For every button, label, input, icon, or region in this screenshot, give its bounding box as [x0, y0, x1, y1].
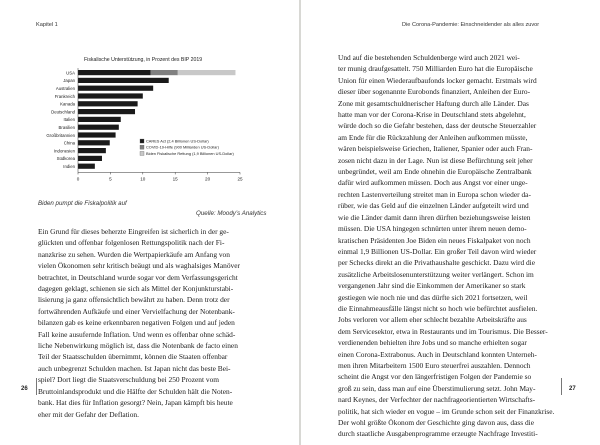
text-line: groß zu sein, dass man auf eine Überstimulierung setzt. John May- [338, 383, 536, 393]
category-label: Indonesien [53, 148, 75, 154]
text-line: glückten und offenbar folgenlosen Rettungspolitik nach der Fi- [38, 238, 225, 248]
text-line: auch unbegrenzt Schulden machen. Ist Japan nicht das beste Bei- [38, 363, 231, 373]
text-line: zosen nicht dazu in der Lage. Nun ist diese Befürchtung seit jeher [338, 155, 533, 165]
bar-0 [78, 86, 153, 91]
bar-0 [78, 117, 121, 122]
text-line: Fall keine ausufernde Inflation. Und wenn es offenbar ohne schäd- [38, 329, 236, 339]
category-label: Frankreich [54, 93, 75, 99]
category-label: China [63, 140, 75, 146]
figure-caption: Biden pumpt die Fiskalpolitik auf [38, 200, 127, 207]
text-line: zusätzliche Arbeitslosenunterstützung weiter verlängert. Schon im [338, 269, 534, 279]
text-line: dieser über sogenannte Eurobonds finanziert, Anleihen der Euro- [338, 87, 531, 97]
text-line: hatte man vor der Corona-Krise in Deutschland stets abgelehnt, [338, 110, 526, 120]
left-body-text [38, 226, 278, 420]
text-line: betrachtet, in Deutschland wurde sogar vor dem Verfassungsgericht [38, 272, 238, 282]
legend-swatch [140, 151, 144, 155]
x-tick-label: 20 [205, 176, 211, 182]
text-line: durch staatliche Ausgabenprogramme erzeugte Nachfrage Investiti- [338, 429, 538, 439]
text-line: politik, hat sich wieder en vogue – im Grunde schon seit der Finanzkrise. [338, 406, 555, 416]
bar-0 [78, 164, 95, 169]
category-label: Australien [55, 86, 75, 91]
text-line: kratischen Präsidenten Joe Biden ein neues Fiskalpaket von noch [338, 235, 531, 245]
text-line: rüber, wie das Geld auf die einzelnen Länder aufgeteilt wird und [338, 201, 529, 211]
x-tick-label: 0 [76, 176, 80, 182]
category-label: Großbritannien [46, 132, 75, 138]
category-label: Deutschland [51, 109, 75, 115]
page-number-right: 27 [569, 386, 576, 392]
x-tick-label: 25 [237, 176, 243, 182]
text-line: fortwährenden Aufkäufe und einer Vervielfachung der Notenbank- [38, 306, 235, 316]
bar-1 [151, 70, 178, 75]
text-line: lisierung ja ganz offensichtlich bewährt zu haben. Denn trotz der [38, 295, 230, 305]
right-body-text [338, 52, 578, 440]
text-line: liche Nebenwirkung möglich ist, dass die Notenbank de facto einen [38, 341, 238, 351]
text-line: Ein Grund für dieses beherzte Eingreifen ist sicherlich in der ge- [38, 227, 229, 236]
x-tick-label: 15 [172, 176, 178, 182]
text-line: würde doch so die Gefahr bestehen, dass der deutsche Steuerzahler [338, 121, 537, 131]
bar-0 [78, 140, 110, 145]
text-line: Bruttoinlandsprodukt und die Hälfte der Schulden hält die Noten- [38, 386, 233, 396]
category-label: Kanada [60, 101, 75, 107]
chart-svg [42, 52, 252, 192]
text-line: Union für einen Wiederaufbaufonds locker gemacht. Erstmals wird [338, 75, 537, 85]
text-line: bank. Hat dies für Inflation gesorgt? Nein, Japan kämpft bis heute [38, 398, 233, 408]
text-line: einen Corona-Extrabonus. Auch in Deutschland konnten Unterneh- [338, 349, 537, 359]
text-line: Teil der Staatsschulden übernimmt, können die Staaten offenbar [38, 352, 228, 362]
text-line: vergangenen Jahr sind die Einkommen der Amerikaner so stark [338, 281, 526, 291]
text-line: müssen. Die USA hingegen schnürten unter ihrem neuen demo- [338, 224, 527, 234]
text-line: dem Servicesektor, etwa in Restaurants und im Tourismus. Die Besser- [338, 326, 548, 336]
bar-0 [78, 109, 135, 114]
legend-swatch [140, 145, 144, 149]
legend-label: Biden Fiskalische Rettung (1,9 Billionen US-Dollar) [146, 150, 234, 156]
running-head-right: Die Corona-Pandemie: Einschneidender als alles zuvor [402, 22, 540, 28]
legend-label: COVID-19-Hilfe (900 Milliarden US-Dollar) [146, 144, 219, 150]
folio-rule-left [36, 378, 37, 395]
category-label: Brasilien [58, 125, 75, 130]
category-label: Südkorea [56, 156, 75, 162]
bar-0 [78, 78, 169, 83]
text-line: Zone mit gesamtschuldnerischer Haftung durch alle Länder. Das [338, 98, 529, 108]
bar-0 [78, 132, 116, 137]
text-line: eher mit der Gefahr der Deflation. [38, 409, 139, 419]
text-line: per Schecks direkt an die Privathaushalte geschickt. Dazu wird die [338, 258, 536, 268]
bar-2 [178, 70, 236, 75]
legend-swatch [140, 139, 144, 143]
text-line: dagegen geklagt, schienen sie sich als Mittel der Konjunkturstabi- [38, 284, 234, 294]
legend-label: CARES Act (2,4 Billionen US-Dollar) [146, 138, 209, 144]
folio-rule-right [561, 378, 562, 395]
bar-0 [78, 93, 143, 98]
bar-0 [78, 101, 138, 106]
text-line: einmal 1,9 Billionen US-Dollar. Ein großer Teil davon wird wieder [338, 246, 537, 256]
text-line: wären beispielsweise Griechen, Italiener, Spanier oder auch Fran- [338, 144, 533, 154]
category-label: Italien [63, 117, 75, 123]
text-line: am Ende für die Rückzahlung der Anleihen aufkommen müsste, [338, 132, 528, 142]
text-line: bilanzen gab es keine erkennbaren negativen Folgen und auf jeden [38, 318, 235, 328]
category-label: USA [66, 70, 75, 76]
category-label: Japan [63, 78, 75, 84]
bar-0 [78, 125, 119, 130]
category-label: Indien [63, 164, 75, 169]
running-head-left: Kapitel 1 [36, 22, 58, 28]
chart-title: Fiskalische Unterstützung, in Prozent des BIP 2019 [84, 57, 203, 63]
fiscal-support-chart [42, 52, 252, 192]
text-line: unbegründet, weil am Ende ohnehin die Europäische Zentralbank [338, 167, 532, 177]
x-tick-label: 10 [140, 176, 146, 182]
text-line: die Einnahmeausfälle längst nicht so hoch wie befürchtet ausfielen. [338, 303, 538, 313]
text-line: dafür wird aufkommen müssen. Doch aus Angst vor einer unge- [338, 178, 528, 188]
bar-0 [78, 156, 102, 161]
bar-0 [78, 148, 106, 153]
text-line: scheint die Angst vor den längerfristigen Folgen der Pandemie so [338, 372, 532, 382]
text-line: spiel? Dort liegt die Staatsverschuldung bei 250 Prozent vom [38, 375, 220, 385]
text-line: wie die Länder damit dann ihren dürften beziehungsweise leisten [338, 212, 531, 222]
bar-0 [78, 70, 151, 75]
text-line: ter munig draufgesattelt. 750 Milliarden Euro hat die Europäische [338, 64, 533, 74]
text-line: rechten Lastenverteilung streitet man in Europa schon wieder da- [338, 189, 531, 199]
x-tick-label: 5 [109, 176, 112, 182]
figure-source: Quelle: Moody’s Analytics [196, 210, 267, 217]
text-line: vielen Ökonomen sehr kritisch beäugt und als waghalsiges Manöver [38, 261, 240, 271]
text-line: verdienenden behielten ihre Jobs und so manche erhielten sogar [338, 338, 527, 348]
text-line: nanzkrise zu sehen. Wurden die Wertpapierkäufe am Anfang von [38, 249, 230, 259]
page-number-left: 26 [21, 386, 28, 392]
text-line: Jobs verloren vor allem eher schlecht bezahlte Arbeitskräfte aus [338, 315, 527, 325]
text-line: men ihren Mitarbeitern 1500 Euro steuerfrei auszahlen. Dennoch [338, 360, 531, 370]
text-line: Und auf die bestehenden Schuldenberge wird auch 2021 wei- [338, 53, 520, 62]
text-line: Der wohl größte Ökonom der Geschichte ging davon aus, dass die [338, 418, 535, 427]
text-line: nard Keynes, der Verfechter der nachfrageorientierten Wirtschafts- [338, 395, 536, 405]
text-line: gestiegen wie noch nie und das dürfte sich 2021 fortsetzen, weil [338, 292, 528, 302]
